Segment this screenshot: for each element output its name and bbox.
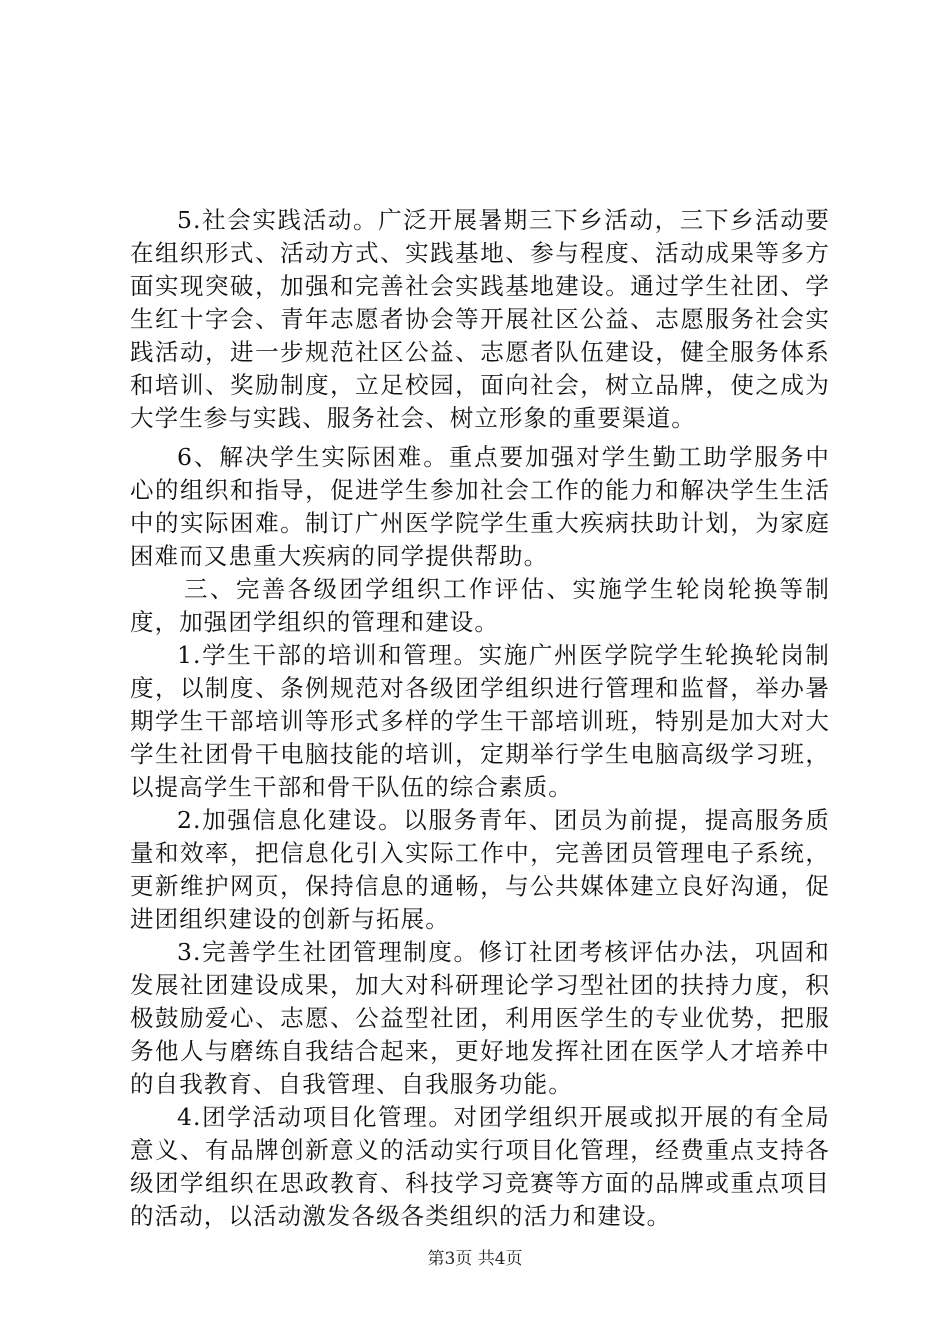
page-number-footer: 第3页 共4页 bbox=[427, 1249, 523, 1269]
document-body bbox=[130, 204, 830, 1233]
paragraph-informatization: 2.加强信息化建设。以服务青年、团员为前提，提高服务质量和效率，把信息化引入实际工作中，完善团员管理电子系统，更新维护网页，保持信息的通畅，与公共媒体建立良好沟通，促进团组织建设的创新与拓展。 bbox=[130, 806, 830, 933]
paragraph-student-difficulties: 6、解决学生实际困难。重点要加强对学生勤工助学服务中心的组织和指导，促进学生参加社会工作的能力和解决学生生活中的实际困难。制订广州医学院学生重大疾病扶助计划，为家庭困难而又患重大疾病的同学提供帮助。 bbox=[130, 443, 830, 570]
paragraph-social-practice: 5.社会实践活动。广泛开展暑期三下乡活动，三下乡活动要在组织形式、活动方式、实践基地、参与程度、活动成果等多方面实现突破，加强和完善社会实践基地建设。通过学生社团、学生红十字会、青年志愿者协会等开展社区公益、志愿服务社会实践活动，进一步规范社区公益、志愿者队伍建设，健全服务体系和培训、奖励制度，立足校园，面向社会，树立品牌，使之成为大学生参与实践、服务社会、树立形象的重要渠道。 bbox=[130, 206, 830, 432]
paragraph-club-management: 3.完善学生社团管理制度。修订社团考核评估办法，巩固和发展社团建设成果，加大对科研理论学习型社团的扶持力度，积极鼓励爱心、志愿、公益型社团，利用医学生的专业优势，把服务他人与磨练自我结合起来，更好地发挥社团在医学人才培养中的自我教育、自我管理、自我服务功能。 bbox=[130, 938, 830, 1098]
paragraph-project-management: 4.团学活动项目化管理。对团学组织开展或拟开展的有全局意义、有品牌创新意义的活动实行项目化管理，经费重点支持各级团学组织在思政教育、科技学习竞赛等方面的品牌或重点项目的活动，以活动激发各级各类组织的活力和建设。 bbox=[130, 1103, 830, 1230]
section-heading-three: 三、完善各级团学组织工作评估、实施学生轮岗轮换等制度，加强团学组织的管理和建设。 bbox=[130, 575, 830, 636]
paragraph-cadre-training: 1.学生干部的培训和管理。实施广州医学院学生轮换轮岗制度，以制度、条例规范对各级团学组织进行管理和监督，举办暑期学生干部培训等形式多样的学生干部培训班，特别是加大对大学生社团骨干电脑技能的培训，定期举行学生电脑高级学习班，以提高学生干部和骨干队伍的综合素质。 bbox=[130, 641, 830, 801]
